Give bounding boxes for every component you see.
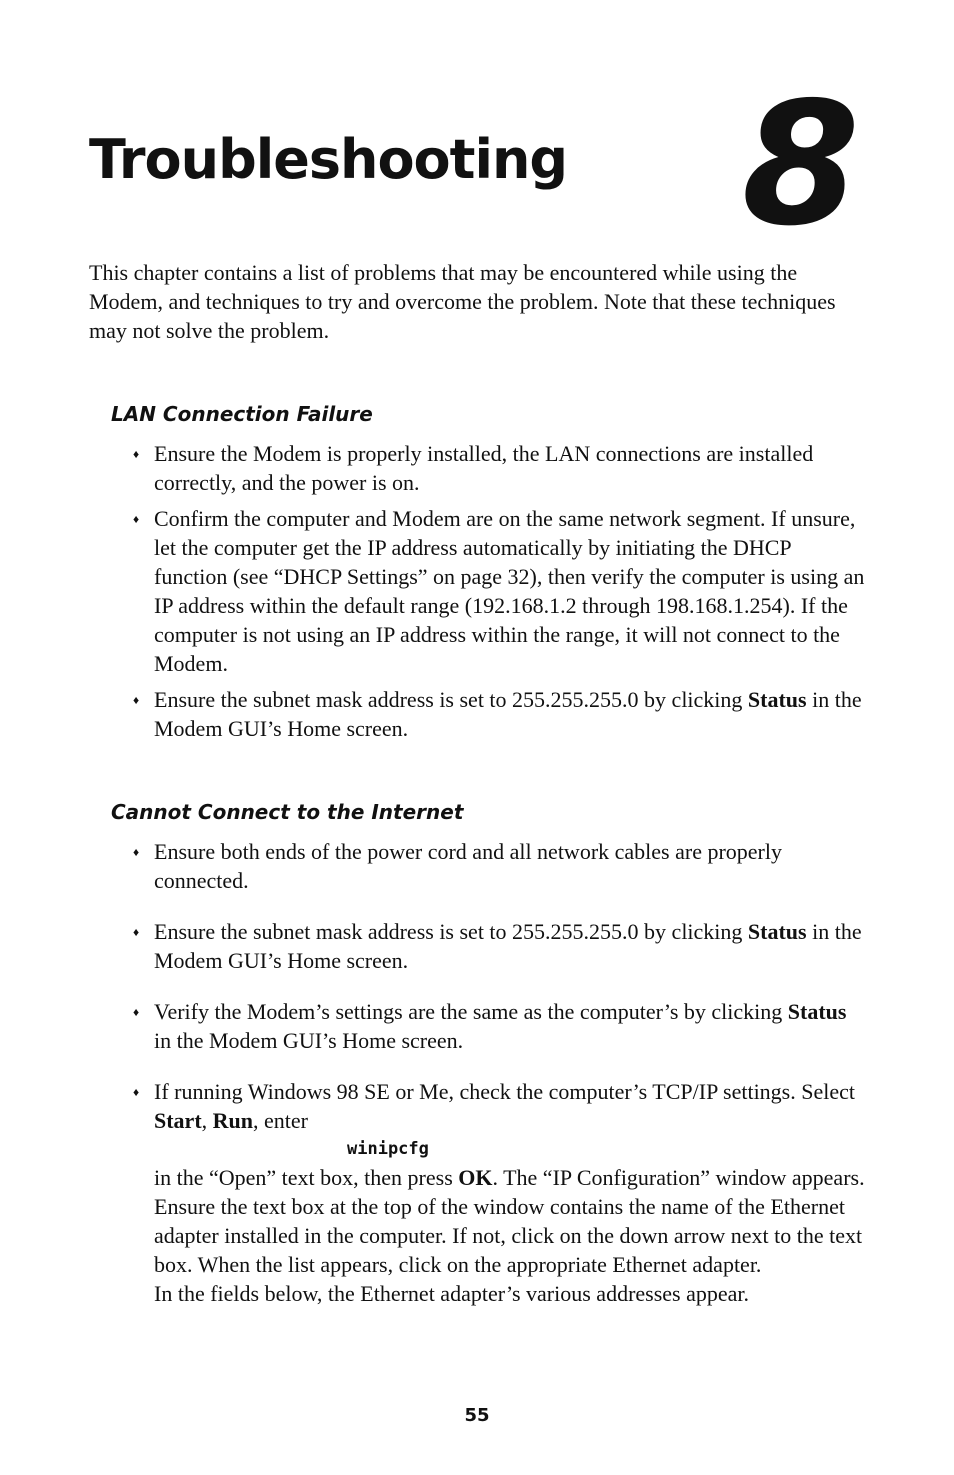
list-item: [133, 439, 868, 497]
bullet-icon: ♦: [133, 447, 140, 461]
lan-bullet-list: [133, 439, 868, 750]
bullet-text: Ensure both ends of the power cord and all network cables are properly connected.: [154, 839, 782, 893]
command-code: winipcfg: [347, 1139, 429, 1159]
bullet-icon: ♦: [133, 512, 140, 526]
bullet-text: in the Modem GUI’s Home screen.: [154, 919, 862, 973]
run-bold: Run: [212, 1108, 254, 1133]
bullet-text: in the Modem GUI’s Home screen.: [154, 1028, 464, 1053]
bullet-text: In the fields below, the Ethernet adapter’s various addresses appear.: [154, 1281, 750, 1306]
bullet-text: Verify the Modem’s settings are the same as the computer’s by clicking: [154, 999, 788, 1024]
list-item: [133, 837, 868, 895]
separator: ,: [201, 1108, 213, 1133]
bullet-icon: ♦: [133, 925, 140, 939]
list-item: [133, 504, 868, 678]
list-item: [133, 997, 868, 1055]
list-item: [133, 1077, 868, 1308]
section-heading-lan: LAN Connection Failure: [111, 402, 373, 426]
bullet-text: If running Windows 98 SE or Me, check the computer’s TCP/IP settings. Select: [154, 1079, 855, 1104]
bullet-icon: ♦: [133, 1085, 140, 1099]
bullet-text: . The “IP Configuration” window appears. Ensure the text box at the top of the window contains the name of the Ethernet adapter installed in the computer. If not, click on the down arrow next to the text box. When the list appears, click on the appropriate Ethernet adapter.: [154, 1165, 865, 1277]
internet-bullet-list: [133, 837, 868, 1330]
chapter-title: Troubleshooting: [89, 128, 568, 191]
bullet-text: Confirm the computer and Modem are on the same network segment. If unsure, let the computer get the IP address automatically by initiating the DHCP function (see “DHCP Settings” on page 32), then verify the computer is using an IP address within the default range (192.168.1.2 through 198.168.1.254). If the computer is not using an IP address within the range, it will not connect to the Modem.: [154, 506, 865, 676]
start-bold: Start: [154, 1108, 202, 1133]
bullet-text: Ensure the subnet mask address is set to 255.255.255.0 by clicking: [154, 919, 748, 944]
bullet-text: in the Modem GUI’s Home screen.: [154, 687, 862, 741]
section-heading-internet: Cannot Connect to the Internet: [111, 800, 464, 824]
bullet-icon: ♦: [133, 1005, 140, 1019]
bullet-text: Ensure the subnet mask address is set to 255.255.255.0 by clicking: [154, 687, 748, 712]
status-bold: Status: [787, 999, 847, 1024]
status-bold: Status: [747, 919, 807, 944]
page-number: 55: [464, 1405, 490, 1426]
status-bold: Status: [747, 687, 807, 712]
bullet-text: Ensure the Modem is properly installed, the LAN connections are installed correctly, and the power is on.: [154, 441, 814, 495]
bullet-icon: ♦: [133, 693, 140, 707]
bullet-text: in the “Open” text box, then press: [154, 1165, 459, 1190]
list-item: [133, 917, 868, 975]
bullet-text: , enter: [253, 1108, 308, 1133]
bullet-icon: ♦: [133, 845, 140, 859]
list-item: [133, 685, 868, 743]
chapter-number: 8: [741, 66, 860, 264]
intro-paragraph: This chapter contains a list of problems that may be encountered while using the Modem, and techniques to try and overcome the problem. Note that these techniques may not solve the problem.: [89, 260, 836, 343]
ok-bold: OK: [458, 1165, 493, 1190]
